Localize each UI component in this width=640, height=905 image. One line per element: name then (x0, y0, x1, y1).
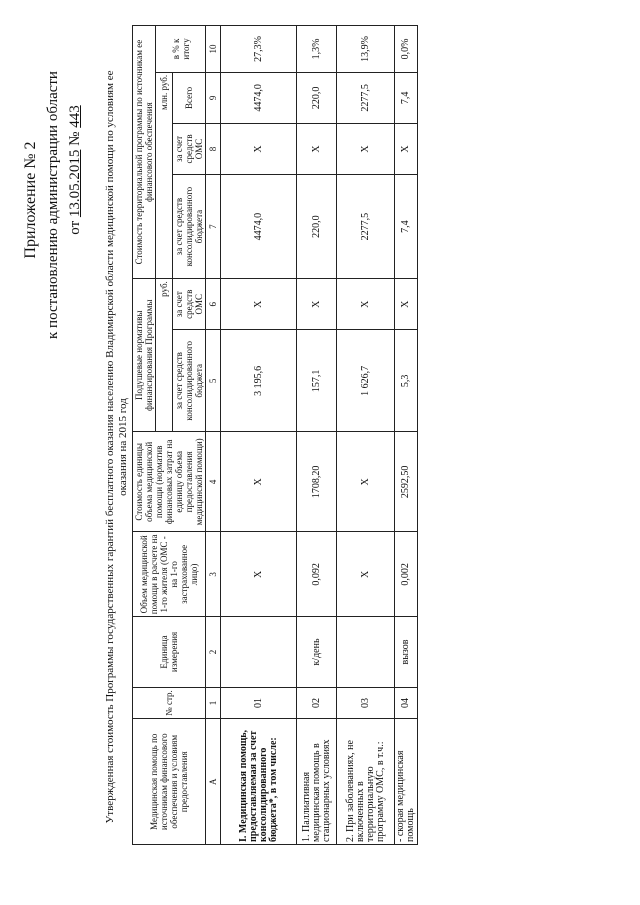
header-col-9: Всего (173, 72, 206, 123)
row-cost-oms: X (395, 123, 418, 174)
row-unit: вызов (395, 617, 418, 687)
header-col-6: за счет средств ОМС (173, 279, 206, 330)
row-cost-budget: 7,4 (395, 174, 418, 278)
table-row (337, 26, 395, 845)
header-col-7: за счет средств консолидированного бюджета (173, 174, 206, 278)
decree-reference: к постановлению администрации области (45, 71, 61, 339)
row-percent: 13,9% (337, 26, 395, 73)
header-col-8: за счет средств ОМС (173, 123, 206, 174)
header-norms-unit: руб. (156, 279, 173, 432)
row-unit-cost: 1708,20 (297, 432, 337, 532)
row-volume: 0,092 (297, 532, 337, 617)
row-volume: 0,002 (395, 532, 418, 617)
row-number: 03 (337, 687, 395, 719)
row-name: I. Медицинская помощь, предоставляемая за счет консолидированного бюджета*, в том числе: (221, 719, 297, 845)
col-number-9: 9 (206, 72, 221, 123)
appendix-heading: Приложение № 2 (22, 141, 39, 259)
row-norm-budget: 3 195,6 (221, 330, 297, 432)
col-number-7: 7 (206, 174, 221, 278)
row-total: 7,4 (395, 72, 418, 123)
header-norms-group: Подушевые нормативы финансирования Программы (133, 279, 156, 432)
header-col-a: Медицинская помощь по источникам финансового обеспечения и условиям предоставления (133, 719, 206, 845)
row-volume: X (337, 532, 395, 617)
col-number-5: 5 (206, 330, 221, 432)
header-cost-unit: млн. руб. (156, 72, 173, 278)
number-sign: № (67, 131, 83, 146)
decree-number: 443 (67, 105, 83, 128)
header-cost-group: Стоимость территориальной программы по источникам ее финансового обеспечения (133, 26, 156, 279)
decree-date-line (66, 70, 84, 270)
row-norm-oms: X (395, 279, 418, 330)
row-number: 04 (395, 687, 418, 719)
row-unit-cost: X (337, 432, 395, 532)
header-col-4: Стоимость единицы объема медицинской помощи (норматив финансовых затрат на единицу объема предоставления медицинской помощи) (133, 432, 206, 532)
header-col-3: Объем медицинской помощи в расчете на 1-го жителя (ОМС - на 1-го застрахованное лицо) (133, 532, 206, 617)
row-norm-budget: 1 626,7 (337, 330, 395, 432)
col-number-2: 2 (206, 617, 221, 687)
row-name: - скорая медицинская помощь (395, 719, 418, 845)
program-cost-table (132, 25, 418, 845)
row-total: 4474,0 (221, 72, 297, 123)
header-col-1: № стр. (133, 687, 206, 719)
row-percent: 0,0% (395, 26, 418, 73)
row-cost-oms: X (221, 123, 297, 174)
row-norm-oms: X (297, 279, 337, 330)
row-name: 2. При заболеваниях, не включенных в территориальную программу ОМС, в т.ч.: (337, 719, 395, 845)
row-volume: X (221, 532, 297, 617)
document-title: Утвержденная стоимость Программы государственных гарантий бесплатного оказания населению Владимирской области медицинской помощи по условиям ее оказания на 2015 год (104, 70, 129, 824)
row-unit-cost: X (221, 432, 297, 532)
row-total: 220,0 (297, 72, 337, 123)
row-cost-budget: 2277,5 (337, 174, 395, 278)
table-row (395, 26, 418, 845)
row-unit (221, 617, 297, 687)
row-percent: 1,3% (297, 26, 337, 73)
row-unit (337, 617, 395, 687)
row-percent: 27,3% (221, 26, 297, 73)
date-prefix: от (67, 220, 83, 235)
col-number-a: А (206, 719, 221, 845)
col-number-3: 3 (206, 532, 221, 617)
row-unit-cost: 2592,50 (395, 432, 418, 532)
col-number-6: 6 (206, 279, 221, 330)
header-col-2: Единица измерения (133, 617, 206, 687)
row-total: 2277,5 (337, 72, 395, 123)
row-norm-oms: X (221, 279, 297, 330)
row-number: 01 (221, 687, 297, 719)
col-number-8: 8 (206, 123, 221, 174)
row-cost-oms: X (297, 123, 337, 174)
header-col-5: за счет средств консолидированного бюджета (173, 330, 206, 432)
decree-date: 13.05.2015 (67, 149, 83, 218)
col-number-10: 10 (206, 26, 221, 73)
table-row (221, 26, 297, 845)
col-number-4: 4 (206, 432, 221, 532)
table-row (297, 26, 337, 845)
row-cost-budget: 220,0 (297, 174, 337, 278)
row-cost-budget: 4474,0 (221, 174, 297, 278)
row-norm-budget: 157,1 (297, 330, 337, 432)
row-norm-budget: 5,3 (395, 330, 418, 432)
row-unit: к/день (297, 617, 337, 687)
row-name: 1. Паллиативная медицинская помощь в стационарных условиях (297, 719, 337, 845)
row-number: 02 (297, 687, 337, 719)
col-number-1: 1 (206, 687, 221, 719)
header-col-10: в % к итогу (156, 26, 206, 73)
row-cost-oms: X (337, 123, 395, 174)
row-norm-oms: X (337, 279, 395, 330)
